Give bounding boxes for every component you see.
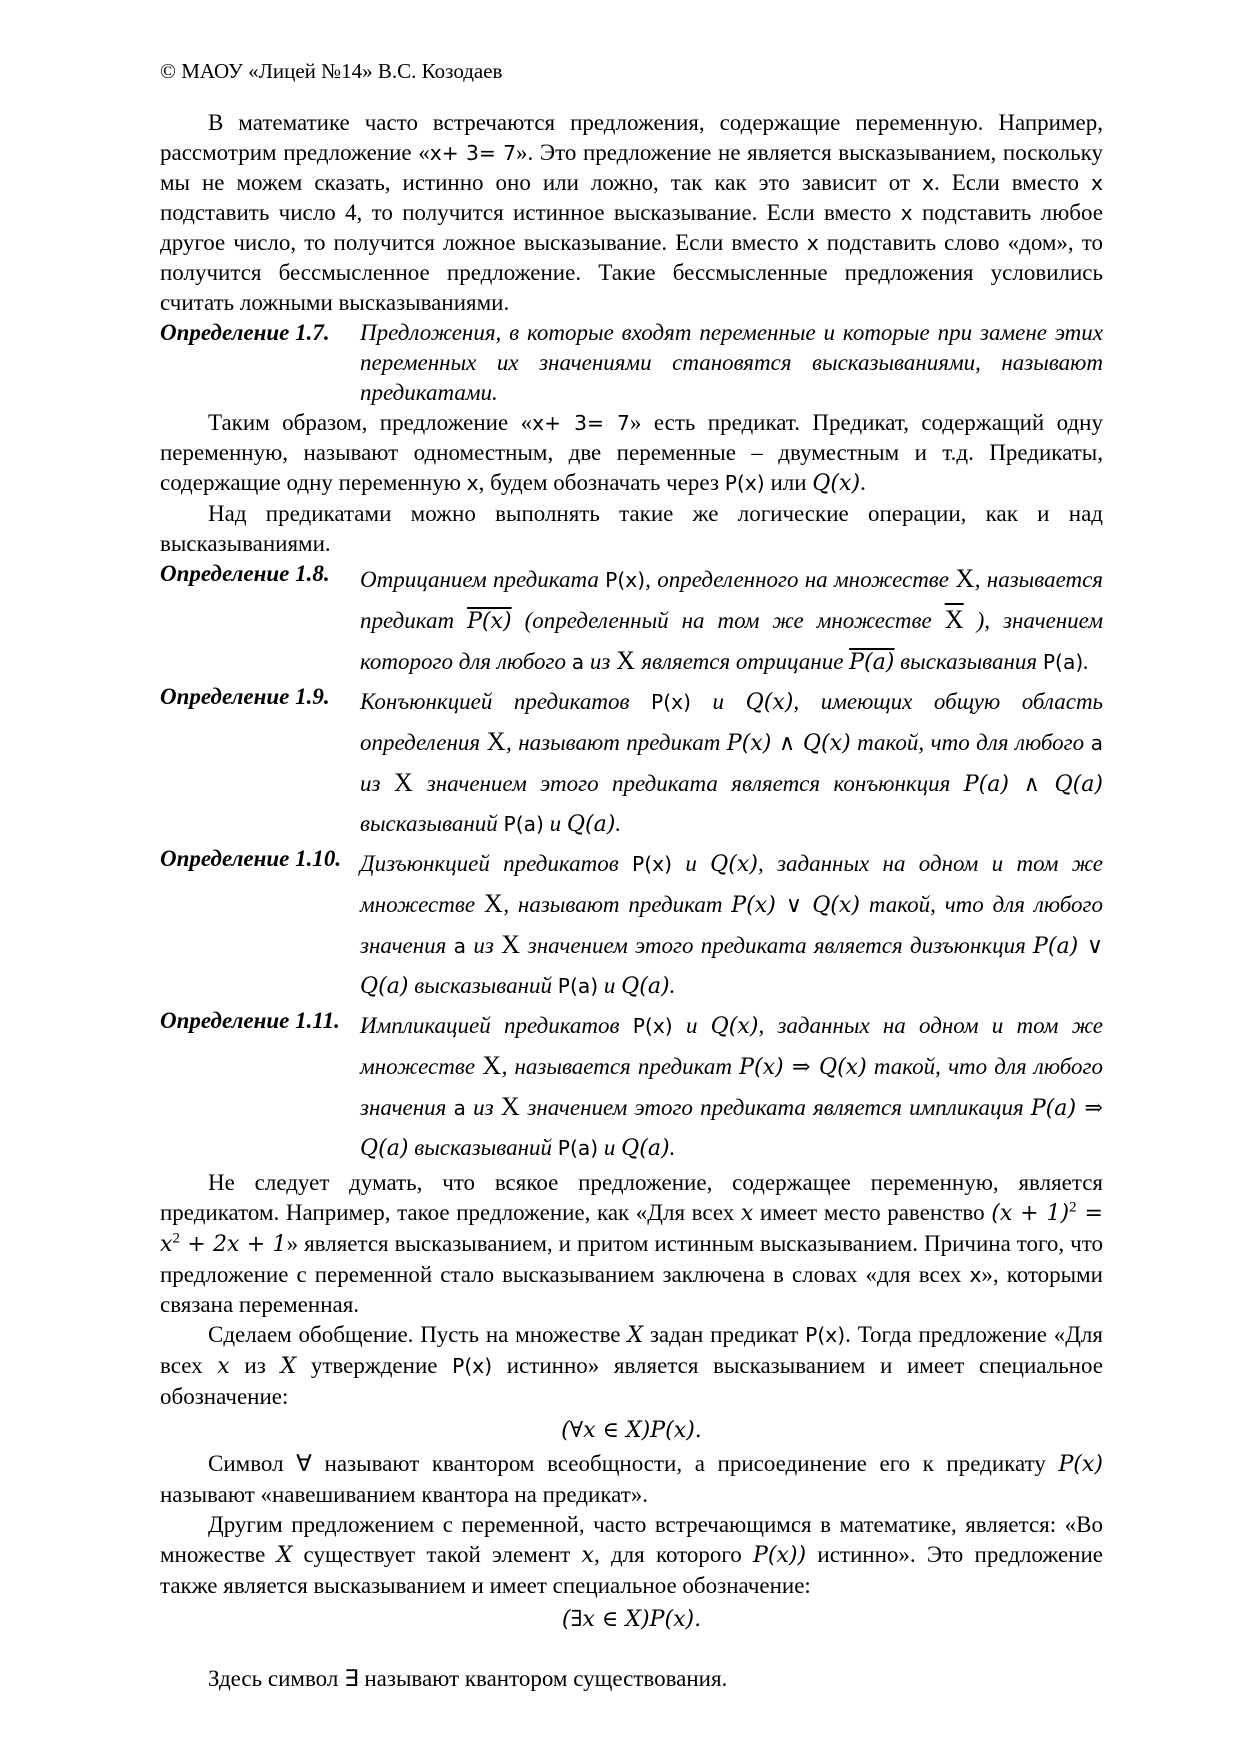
definition-body bbox=[360, 559, 1103, 682]
formula-line bbox=[160, 1412, 1103, 1449]
math-token: P(a) bbox=[503, 812, 544, 836]
text-run: существует такой элемент bbox=[292, 1542, 582, 1567]
paragraph bbox=[160, 408, 1103, 499]
paragraph bbox=[160, 1664, 1103, 1694]
text-run: . bbox=[1083, 649, 1089, 674]
text-run: такой, что для любого значения bbox=[360, 892, 1103, 958]
math-token: x bbox=[217, 1354, 230, 1379]
document-content bbox=[160, 108, 1103, 1694]
text-run: Здесь символ ∃ называют квантором существования. bbox=[208, 1666, 728, 1691]
math-token: P(x) bbox=[805, 1323, 846, 1347]
math-token: Q(x) bbox=[745, 690, 794, 715]
text-run: (определенный на том же множестве bbox=[511, 608, 945, 633]
text-run: , для которого bbox=[594, 1542, 754, 1567]
text-run: Конъюнкцией предикатов bbox=[360, 689, 652, 714]
math-token: (∃x ∈ X)P(x). bbox=[561, 1607, 702, 1632]
math-token: P(a) ∧ Q(a) bbox=[963, 772, 1104, 797]
math-token: P(x) bbox=[1058, 1452, 1103, 1477]
math-token: P(x) bbox=[467, 609, 512, 634]
text-run: В математике часто встречаются предложения, содержащие переменную. Например, рассмотрим предложение « bbox=[160, 110, 1103, 165]
text-run: значением этого предиката является дизъюнкция bbox=[520, 933, 1034, 958]
math-token: Q(a) bbox=[621, 1136, 670, 1161]
math-token: P(x) ∧ Q(x) bbox=[726, 731, 851, 756]
text-run: из bbox=[229, 1353, 281, 1378]
text-run: или bbox=[764, 470, 813, 495]
paragraph bbox=[160, 1449, 1103, 1510]
math-token: + 2x + 1 bbox=[179, 1232, 287, 1257]
copyright-header: © МАОУ «Лицей №14» В.С. Козодаев bbox=[160, 59, 503, 83]
definition bbox=[160, 682, 1103, 844]
definition-body bbox=[360, 1006, 1103, 1168]
math-token: x+ 3= 7 bbox=[532, 411, 630, 435]
text-run: , заданных на одном и том же множестве bbox=[360, 1013, 1103, 1079]
text-run: из bbox=[584, 649, 617, 674]
math-token: P(a) ∨ Q(a) bbox=[360, 934, 1103, 999]
text-run: и bbox=[543, 811, 567, 836]
math-token: x bbox=[581, 1543, 594, 1568]
text-run: высказываний bbox=[360, 811, 504, 836]
paragraph bbox=[160, 108, 1103, 318]
text-run: » является высказыванием, и притом истинным высказыванием. Причина того, что предложение с переменной стало высказыванием заключена в словах «для всех bbox=[160, 1231, 1103, 1287]
text-run: задан предикат bbox=[643, 1322, 806, 1347]
math-token: a bbox=[1090, 731, 1104, 755]
math-token: P(x) bbox=[605, 568, 646, 592]
definition bbox=[160, 559, 1103, 682]
math-token: 2 bbox=[1069, 1199, 1077, 1216]
text-run: . bbox=[615, 811, 622, 836]
math-token: x bbox=[1091, 171, 1103, 195]
text-run: . Если вместо bbox=[933, 170, 1091, 195]
math-token: P(a) bbox=[557, 1136, 599, 1160]
definition bbox=[160, 1006, 1103, 1168]
paragraph bbox=[160, 1320, 1103, 1412]
math-token: P(x) bbox=[632, 852, 672, 876]
text-run: такой, что для любого bbox=[850, 730, 1091, 755]
text-run: значением этого предиката является конъюнкция bbox=[413, 771, 964, 796]
text-run: подставить слово «дом», то получится бессмысленное предложение. Такие бессмысленные предложения условились считать ложными высказываниями. bbox=[160, 230, 1104, 315]
math-token: P(x) ∨ Q(x) bbox=[731, 893, 860, 918]
math-token: Q(a) bbox=[566, 812, 616, 837]
math-token: X bbox=[276, 1543, 293, 1568]
definition-label: Определение 1.7. bbox=[160, 320, 330, 345]
math-token: Q(x) bbox=[710, 1014, 759, 1039]
text-run: из bbox=[360, 771, 394, 796]
text-run: из bbox=[466, 933, 502, 958]
text-run: Символ ∀ называют квантором всеобщности, а присоединение его к предикату bbox=[208, 1451, 1059, 1476]
math-token: P(x) bbox=[651, 690, 691, 714]
math-token: P(a) bbox=[849, 650, 895, 675]
text-run: Над предикатами можно выполнять такие же логические операции, как и над высказываниями. bbox=[160, 501, 1103, 556]
math-token: X bbox=[500, 1092, 521, 1121]
math-token: x bbox=[969, 1263, 982, 1287]
math-token: $\overline{X}$ bbox=[944, 605, 964, 634]
math-token: P(x)) bbox=[753, 1543, 807, 1568]
math-token: P(a) bbox=[557, 974, 599, 998]
text-run: утверждение bbox=[296, 1353, 453, 1378]
text-run: значением этого предиката является импликация bbox=[520, 1095, 1031, 1120]
definition bbox=[160, 318, 1103, 408]
text-run: », которыми связана переменная. bbox=[160, 1262, 1103, 1317]
math-token: a bbox=[571, 650, 585, 674]
math-token: x bbox=[806, 231, 819, 255]
paragraph bbox=[160, 1168, 1103, 1320]
definition-label: Определение 1.8. bbox=[160, 561, 330, 586]
text-run: , будем обозначать через bbox=[478, 470, 725, 495]
text-run: , называется предикат bbox=[501, 1054, 740, 1079]
text-run: и bbox=[690, 689, 746, 714]
text-run: из bbox=[465, 1095, 501, 1120]
definition-body bbox=[360, 682, 1103, 844]
math-token: P(x) ⇒ Q(x) bbox=[739, 1055, 867, 1080]
text-run: . Тогда предложение «Для всех bbox=[160, 1322, 1103, 1378]
definition-body bbox=[360, 844, 1103, 1006]
text-run: и bbox=[672, 1013, 711, 1038]
text-run: высказываний bbox=[408, 973, 558, 998]
math-token: X bbox=[280, 1354, 297, 1379]
math-token: X bbox=[482, 1051, 502, 1080]
math-token: P(x) bbox=[724, 471, 765, 495]
text-run: имеет место равенство bbox=[753, 1200, 992, 1225]
text-run: истинно». Это предложение также является высказыванием и имеет специальное обозначение: bbox=[160, 1542, 1103, 1598]
text-run: и bbox=[598, 973, 622, 998]
text-run: . bbox=[669, 973, 676, 998]
math-token: x bbox=[900, 201, 913, 225]
text-run: истинно» является высказыванием и имеет специальное обозначение: bbox=[160, 1353, 1103, 1409]
math-token: P(x) bbox=[452, 1354, 493, 1378]
paragraph bbox=[160, 499, 1103, 559]
text-run: называют «навешиванием квантора на предикат». bbox=[160, 1482, 649, 1507]
text-run: Дизъюнкцией предикатов bbox=[360, 851, 633, 876]
math-token: (∀x ∈ X)P(x). bbox=[561, 1418, 702, 1443]
text-run: и bbox=[598, 1135, 622, 1160]
math-token: a bbox=[453, 1096, 466, 1120]
paragraph bbox=[160, 1510, 1103, 1601]
text-run: Другим предложением с переменной, часто встречающимся в математике, является: «Во множестве bbox=[160, 1512, 1103, 1567]
text-run: Сделаем обобщение. Пусть на множестве bbox=[208, 1322, 628, 1347]
text-run: ». Это предложение не является высказыванием, поскольку мы не можем сказать, истинно оно или ложно, так как это зависит от bbox=[160, 140, 1104, 195]
text-run: такой, что для любого значения bbox=[360, 1054, 1103, 1120]
math-token: Q(x) bbox=[710, 852, 758, 877]
text-run: , называют предикат bbox=[503, 892, 732, 917]
text-run: , называется предикат bbox=[360, 567, 1103, 633]
text-run: высказывания bbox=[894, 649, 1043, 674]
text-run: , имеющих общую область определения bbox=[360, 689, 1104, 755]
math-token: = x bbox=[160, 1201, 1103, 1257]
math-token: x bbox=[740, 1201, 754, 1226]
math-token: X bbox=[627, 1323, 644, 1348]
text-run: , определенного на множестве bbox=[645, 567, 956, 592]
definition-label: Определение 1.11. bbox=[160, 1008, 340, 1033]
math-token: Q(a) bbox=[621, 974, 670, 999]
math-token: 2 bbox=[172, 1230, 180, 1247]
text-run: является отрицание bbox=[635, 649, 850, 674]
definition-label: Определение 1.9. bbox=[160, 684, 330, 709]
text-run: , заданных на одном и том же множестве bbox=[360, 851, 1103, 917]
math-token: Q(x) bbox=[812, 471, 861, 496]
math-token: X bbox=[483, 889, 504, 918]
math-token: X bbox=[955, 564, 975, 593]
text-run: Предложения, в которые входят переменные и которые при замене этих переменных их значениями становятся высказываниями, называют предикатами. bbox=[360, 320, 1103, 405]
math-token: (x + 1) bbox=[991, 1201, 1070, 1226]
text-run: Не следует думать, что всякое предложение, содержащее переменную, является предикатом. Например, такое предложение, как «Для всех bbox=[160, 1170, 1103, 1225]
math-token: X bbox=[501, 930, 521, 959]
math-token: x bbox=[466, 471, 479, 495]
formula-line bbox=[160, 1601, 1103, 1638]
text-run: и bbox=[672, 851, 711, 876]
math-token: X bbox=[393, 768, 414, 797]
math-token: x bbox=[922, 171, 934, 195]
text-run: » есть предикат. Предикат, содержащий одну переменную, называют одноместным, две переменные – двуместным и т.д. Предикаты, содержащие одну переменную bbox=[160, 410, 1103, 495]
text-run: подставить любое другое число, то получится ложное высказывание. Если вместо bbox=[160, 200, 1103, 255]
math-token: x+ 3= 7 bbox=[429, 141, 517, 165]
text-run: , называют предикат bbox=[506, 730, 727, 755]
definition bbox=[160, 844, 1103, 1006]
text-run: высказываний bbox=[408, 1135, 558, 1160]
text-run: ), значением которого для любого bbox=[360, 608, 1103, 674]
math-token: P(a) bbox=[1042, 650, 1084, 674]
math-token: X bbox=[616, 646, 636, 675]
definition-body bbox=[360, 318, 1103, 408]
math-token: P(a) ⇒ Q(a) bbox=[360, 1096, 1103, 1161]
text-run: Отрицанием предиката bbox=[360, 567, 606, 592]
text-run: . bbox=[669, 1135, 676, 1160]
math-token: X bbox=[486, 727, 506, 756]
text-run: Импликацией предикатов bbox=[360, 1013, 633, 1038]
math-token: a bbox=[453, 934, 467, 958]
definition-label: Определение 1.10. bbox=[160, 846, 342, 871]
text-run: подставить число 4, то получится истинное высказывание. Если вместо bbox=[160, 200, 901, 225]
text-run: . bbox=[860, 470, 866, 495]
math-token: P(x) bbox=[632, 1014, 673, 1038]
text-run: Таким образом, предложение « bbox=[208, 410, 533, 435]
